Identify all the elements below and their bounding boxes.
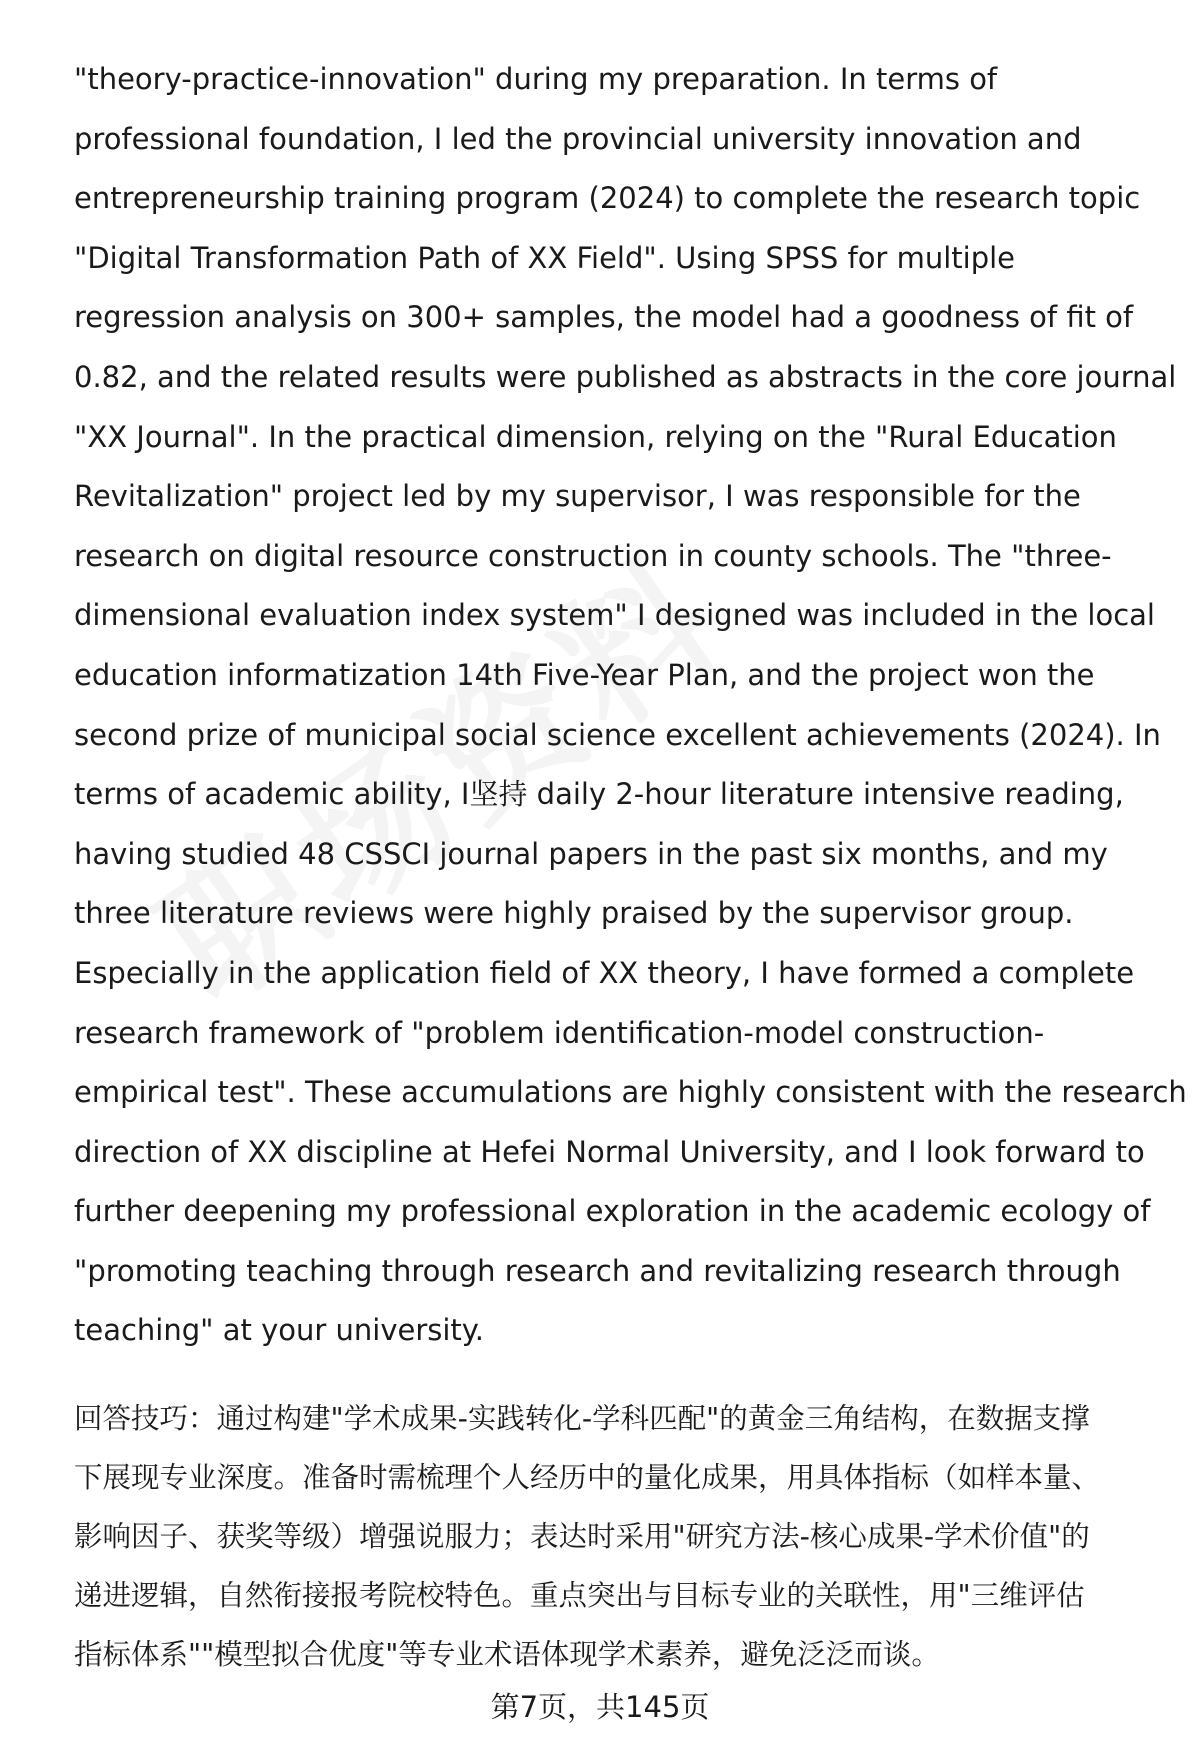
text-line: dimensional evaluation index system" I designed was included in the local — [74, 598, 1155, 633]
text-line: "XX Journal". In the practical dimension, relying on the "Rural Education — [74, 419, 1117, 454]
text-line: having studied 48 CSSCI journal papers in the past six months, and my — [74, 836, 1108, 871]
answer-tips — [74, 1389, 1154, 1684]
tips-line: 回答技巧：通过构建"学术成果-实践转化-学科匹配"的黄金三角结构，在数据支撑 — [74, 1402, 1090, 1435]
tips-line: 下展现专业深度。准备时需梳理个人经历中的量化成果，用具体指标（如样本量、 — [74, 1461, 1101, 1494]
tips-line: 递进逻辑，自然衔接报考院校特色。重点突出与目标专业的关联性，用"三维评估 — [74, 1579, 1085, 1612]
text-line: research on digital resource construction in county schools. The "three- — [74, 538, 1112, 573]
document-page — [74, 50, 1187, 1361]
text-line: research framework of "problem identification-model construction- — [74, 1015, 1045, 1050]
page-number: 第7页，共145页 — [490, 1690, 710, 1724]
tips-line: 影响因子、获奖等级）增强说服力；表达时采用"研究方法-核心成果-学术价值"的 — [74, 1520, 1090, 1553]
text-line: 0.82, and the related results were published as abstracts in the core journal — [74, 359, 1177, 394]
text-line: education informatization 14th Five-Year Plan, and the project won the — [74, 657, 1095, 692]
text-line: teaching" at your university. — [74, 1313, 485, 1348]
tips-line: 指标体系""模型拟合优度"等专业术语体现学术素养，避免泛泛而谈。 — [74, 1638, 940, 1671]
text-line: entrepreneurship training program (2024) to complete the research topic — [74, 181, 1141, 216]
text-line: Revitalization" project led by my supervisor, I was responsible for the — [74, 479, 1081, 514]
text-line: direction of XX discipline at Hefei Normal University, and I look forward to — [74, 1134, 1145, 1169]
text-line: further deepening my professional exploration in the academic ecology of — [74, 1194, 1151, 1229]
text-line: professional foundation, I led the provincial university innovation and — [74, 121, 1082, 156]
text-line: "Digital Transformation Path of XX Field". Using SPSS for multiple — [74, 240, 1015, 275]
text-line: second prize of municipal social science excellent achievements (2024). In — [74, 717, 1161, 752]
text-line: terms of academic ability, I坚持 daily 2-hour literature intensive reading, — [74, 777, 1124, 812]
text-line: Especially in the application field of XX theory, I have formed a complete — [74, 955, 1135, 990]
text-line: empirical test". These accumulations are highly consistent with the research — [74, 1075, 1187, 1110]
text-line: "promoting teaching through research and revitalizing research through — [74, 1253, 1121, 1288]
answer-paragraph — [74, 50, 1187, 1361]
text-line: regression analysis on 300+ samples, the model had a goodness of fit of — [74, 300, 1134, 335]
text-line: three literature reviews were highly praised by the supervisor group. — [74, 896, 1074, 931]
text-line: "theory-practice-innovation" during my preparation. In terms of — [74, 62, 998, 96]
